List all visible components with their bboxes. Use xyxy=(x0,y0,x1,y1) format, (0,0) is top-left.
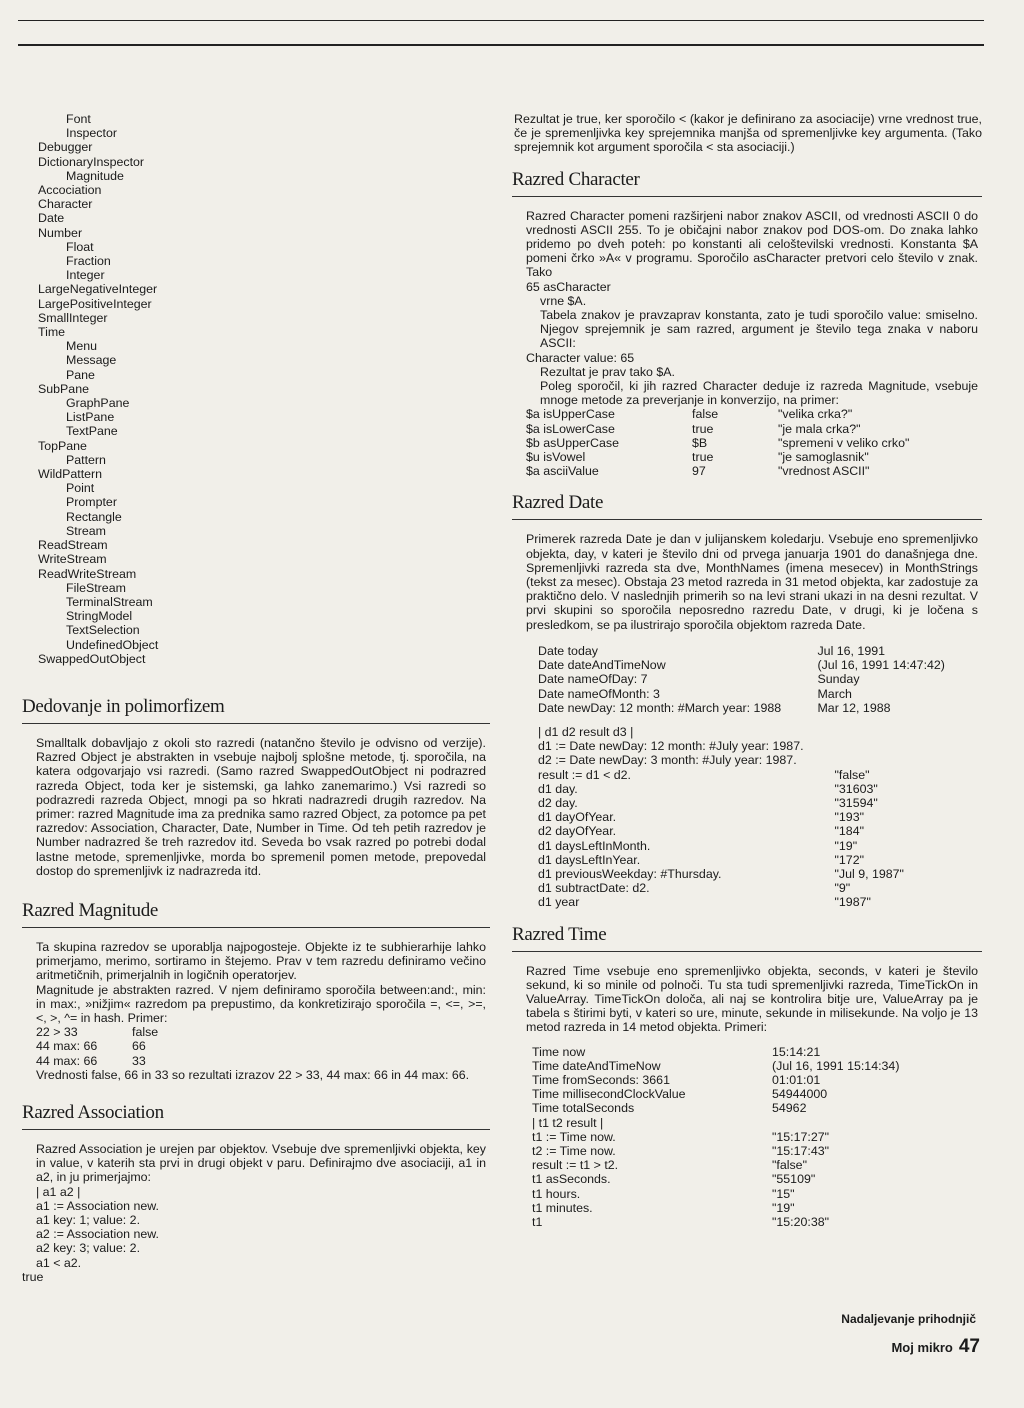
code-line: true xyxy=(22,1269,44,1284)
cell: true xyxy=(692,450,714,465)
cell: "vrednost ASCII" xyxy=(778,464,870,479)
tree-item: ListPane xyxy=(66,410,115,425)
tree-item: ReadWriteStream xyxy=(38,566,137,581)
cell: "31603" xyxy=(834,781,878,796)
association-body: Razred Association je urejen par objektov. Vsebuje dve spremenljivki objekta, key in value, v katerih sta prvi in drugi objekt v paru. Definirajmo dve asociaciji, a1 in a2, in ju primerjajmo: xyxy=(36,1141,486,1185)
tree-item: Prompter xyxy=(66,495,117,510)
magnitude-p2: Magnitude je abstrakten razred. V njem definiramo sporočila between:and:, min: in max:, »nižjim« razredom pa prepustimo, da konkretizirajo sporočila =, <=, >=, <, >, ^= in hash. Primer: xyxy=(36,982,486,1025)
cell: 66 xyxy=(132,1039,146,1054)
cell: "15:20:38" xyxy=(772,1215,830,1229)
cell: Mar 12, 1988 xyxy=(817,700,891,715)
tree-item: LargeNegativeInteger xyxy=(38,282,158,297)
table-row xyxy=(532,1101,978,1115)
character-p2: Tabela znakov je pravzaprav konstanta, zato je tudi sporočilo value: smiselno. Njegov sprejemnik je sam razred, argument je število tega znaka v naboru ASCII: xyxy=(540,308,978,351)
table-row xyxy=(538,824,978,838)
tree-item: SubPane xyxy=(38,381,89,396)
cell: false xyxy=(132,1025,159,1040)
tree-item: TerminalStream xyxy=(66,594,153,609)
cell: t2 := Time now. xyxy=(532,1143,616,1158)
cell: "false" xyxy=(834,767,870,782)
tree-item: Pattern xyxy=(66,452,106,467)
table-row xyxy=(538,782,978,796)
top-rule-thick xyxy=(18,44,984,46)
table-row xyxy=(532,1187,978,1201)
left-column xyxy=(22,112,490,1284)
tree-item: Stream xyxy=(66,523,106,538)
cell: Date nameOfMonth: 3 xyxy=(538,686,660,701)
tree-item: WriteStream xyxy=(38,552,107,567)
table-row xyxy=(532,1215,978,1229)
cell: "velika crka?" xyxy=(778,407,853,422)
table-row xyxy=(538,853,978,867)
cell: "184" xyxy=(834,824,864,839)
tree-item: SmallInteger xyxy=(38,310,108,325)
code-line: d2 := Date newDay: 3 month: #July year: 1987. xyxy=(538,753,797,768)
cell: result := d1 < d2. xyxy=(538,767,631,782)
cell: "Jul 9, 1987" xyxy=(834,866,904,881)
character-p3: Rezultat je prav tako $A. xyxy=(540,364,675,379)
tree-item: ReadStream xyxy=(38,538,108,553)
cell: "19" xyxy=(772,1200,795,1215)
cell: t1 hours. xyxy=(532,1186,581,1201)
cell: "19" xyxy=(834,838,858,853)
cell: "15:17:27" xyxy=(772,1129,830,1144)
tree-item: Character xyxy=(38,197,93,212)
tree-item: Number xyxy=(38,225,83,240)
class-hierarchy xyxy=(22,112,490,666)
cell: Time fromSeconds: 3661 xyxy=(532,1072,670,1087)
heading-character: Razred Character xyxy=(512,169,982,197)
code-line: a2 := Association new. xyxy=(36,1227,159,1242)
cell: d1 subtractDate: d2. xyxy=(538,881,650,896)
cell: "je samoglasnik" xyxy=(778,450,869,465)
tree-item: Integer xyxy=(66,268,105,283)
cell: $u isVowel xyxy=(526,450,586,465)
table-row xyxy=(532,1059,978,1073)
table-row xyxy=(36,1054,486,1068)
association-code xyxy=(22,1184,486,1284)
cell: t1 minutes. xyxy=(532,1200,593,1215)
cell: d1 daysLeftInYear. xyxy=(538,852,641,867)
table-row xyxy=(538,644,978,658)
table-row xyxy=(526,450,978,464)
cell: t1 asSeconds. xyxy=(532,1172,611,1187)
cell: "15" xyxy=(772,1186,795,1201)
tree-item: Menu xyxy=(66,339,97,354)
time-body: Razred Time vsebuje eno spremenljivko objekta, seconds, v kateri je število sekund, ki so minile od polnoči. Tu sta tudi spremenljivki razreda, TimeTickOn in ValueArray. TimeTickOn določa, ali naj se kontrolira bitje ure, ValueArray pa je tabela s štirimi byti, v kateri so ure, minute, sekunde in milisekunde. Na voljo je 13 metod razreda in 14 metod objekta. Primeri: xyxy=(526,963,978,1035)
code-line: | a1 a2 | xyxy=(36,1184,81,1199)
tree-item: Point xyxy=(66,481,95,496)
cell: Date dateAndTimeNow xyxy=(538,658,666,673)
character-code-2: vrne $A. xyxy=(540,293,587,308)
table-row xyxy=(538,701,978,715)
cell: $a isUpperCase xyxy=(526,407,615,422)
tree-item: Font xyxy=(66,112,91,126)
character-code-3: Character value: 65 xyxy=(526,350,635,365)
cell: d1 daysLeftInMonth. xyxy=(538,838,651,853)
cell: "9" xyxy=(834,881,851,896)
table-row xyxy=(538,895,978,909)
table-row xyxy=(538,881,978,895)
top-rule xyxy=(18,20,984,21)
cell: true xyxy=(692,421,714,436)
cell: result := t1 > t2. xyxy=(532,1158,619,1173)
table-row xyxy=(538,768,978,782)
magazine-name: Moj mikro xyxy=(891,1340,953,1355)
cell: d1 dayOfYear. xyxy=(538,810,617,825)
cell: Date today xyxy=(538,643,598,658)
time-examples xyxy=(526,1045,978,1230)
table-row xyxy=(36,1039,486,1053)
tree-item: Magnitude xyxy=(66,168,124,183)
tree-item: TopPane xyxy=(38,438,87,453)
cell: "je mala crka?" xyxy=(778,421,861,436)
page-number: 47 xyxy=(958,1336,980,1357)
cell: 44 max: 66 xyxy=(36,1053,98,1068)
table-row xyxy=(532,1144,978,1158)
tree-item: Accociation xyxy=(38,183,102,198)
tree-item: Message xyxy=(66,353,117,368)
cell: d2 day. xyxy=(538,795,578,810)
table-row xyxy=(526,422,978,436)
cell: "spremeni v veliko crko" xyxy=(778,435,910,450)
continued-note: Nadaljevanje prihodnjič xyxy=(841,1312,976,1326)
cell: Time now xyxy=(532,1044,586,1059)
character-code-1: 65 asCharacter xyxy=(526,279,611,294)
table-row xyxy=(538,687,978,701)
cell: Time totalSeconds xyxy=(532,1101,635,1116)
cell: 01:01:01 xyxy=(772,1072,821,1087)
tree-item: LargePositiveInteger xyxy=(38,296,152,311)
table-row xyxy=(538,810,978,824)
table-row xyxy=(36,1025,486,1039)
tree-item: FileStream xyxy=(66,580,126,595)
cell: d1 previousWeekday: #Thursday. xyxy=(538,866,722,881)
table-row xyxy=(532,1045,978,1059)
cell: "55109" xyxy=(772,1172,816,1187)
cell: d1 day. xyxy=(538,781,578,796)
cell: Date newDay: 12 month: #March year: 1988 xyxy=(538,700,782,715)
code-line: d1 := Date newDay: 12 month: #July year: 1987. xyxy=(538,739,804,754)
tree-item: Fraction xyxy=(66,254,111,269)
code-line: a2 key: 3; value: 2. xyxy=(36,1241,141,1256)
cell: d1 year xyxy=(538,895,580,910)
table-row xyxy=(538,672,978,686)
page-footer xyxy=(891,1336,980,1358)
table-row xyxy=(526,436,978,450)
cell: $b asUpperCase xyxy=(526,435,619,450)
date-body: Primerek razreda Date je dan v julijanskem koledarju. Vsebuje eno spremenljivko objekta, day, v kateri je število dni od prvega januarja 1901 do današnjega dne. Spremenljivki razreda sta dve, MonthNames (imena mesecev) in MonthStrings (tekst za mesec). Obstaja 23 metod razreda in 31 metod objekta, kar zadostuje za praktično delo. V naslednjih primerih so na levi strani ukazi in na desni rezultat. V prvi skupini so sporočila neposredno razredu Date, v drugi, ki je ločena s presledkom, se pa ilustrirajo sporočila objektom razreda Date. xyxy=(526,532,978,632)
tree-item: Rectangle xyxy=(66,509,122,524)
table-row xyxy=(532,1172,978,1186)
cell: d2 dayOfYear. xyxy=(538,824,617,839)
tree-item: Float xyxy=(66,239,94,254)
cell: 54962 xyxy=(772,1101,807,1116)
cell: Time millisecondClockValue xyxy=(532,1087,686,1102)
cell: 54944000 xyxy=(772,1087,828,1102)
cell: $B xyxy=(692,435,708,450)
tree-item: WildPattern xyxy=(38,467,103,482)
character-p4: Poleg sporočil, ki jih razred Character deduje iz razreda Magnitude, vsebuje mnoge metode za preverjanje in konverzijo, na primer: xyxy=(540,379,978,408)
cell: (Jul 16, 1991 15:14:34) xyxy=(772,1058,900,1073)
cell: "15:17:43" xyxy=(772,1143,830,1158)
date-object-examples xyxy=(526,725,978,910)
tree-item: TextSelection xyxy=(66,623,140,638)
cell: "193" xyxy=(834,810,864,825)
table-row xyxy=(538,658,978,672)
tree-item: Debugger xyxy=(38,140,93,155)
table-row xyxy=(532,1073,978,1087)
cell: $a asciiValue xyxy=(526,464,599,479)
magnitude-examples xyxy=(36,1025,486,1068)
heading-date: Razred Date xyxy=(512,492,982,520)
heading-time: Razred Time xyxy=(512,924,982,952)
table-row xyxy=(532,1116,978,1130)
right-column xyxy=(512,112,982,1229)
cell: Time dateAndTimeNow xyxy=(532,1058,661,1073)
intro-paragraph: Rezultat je true, ker sporočilo < (kakor je definirano za asociacije) vrne vrednost true, če je spremenljivka key sprejemnika manjša od spremenljivke key argumenta. (Tako sprejemnik kot argument sporočila < sta asociaciji.) xyxy=(514,112,982,155)
tree-item: Time xyxy=(38,325,66,340)
tree-item: Date xyxy=(38,211,65,226)
character-examples xyxy=(526,407,978,478)
dedovanje-body: Smalltalk dobavljajo z okoli sto razredi (natančno število je odvisno od verzije). Razred Object je abstrakten in vsebuje najbolj splošne metode, tj. sporočila, na katera odgovarjajo vsi razredi. (Samo razred SwappedOutObject ni podrazred razreda Object, toda ker je sistemski, ga lahko zanemarimo.) Vsi razredi so podrazredi razreda Object, mnogi pa so hkrati nadrazredi drugih razredov. Na primer: razred Magnitude ima za prednika samo razred Object, za potomce pa pet razredov: Association, Character, Date, Number in Time. Od teh petih razredov je Number nadrazred še treh razredov itd. Seveda bo vsak razred po potrebi dodal lastne metode, spremenljivke, morda bo spremenil pomen metode, prepovedal dostop do spremenljivk iz nadrazreda itd. xyxy=(36,735,486,878)
tree-item: DictionaryInspector xyxy=(38,154,145,169)
magnitude-p3: Vrednosti false, 66 in 33 so rezultati izrazov 22 > 33, 44 max: 66 in 44 max: 66. xyxy=(36,1067,470,1082)
date-class-examples xyxy=(526,644,978,715)
heading-magnitude: Razred Magnitude xyxy=(22,900,490,928)
tree-item: UndefinedObject xyxy=(66,637,159,652)
cell: (Jul 16, 1991 14:47:42) xyxy=(817,658,945,673)
table-row xyxy=(538,796,978,810)
table-row xyxy=(538,867,978,881)
table-row xyxy=(532,1158,978,1172)
cell: Date nameOfDay: 7 xyxy=(538,672,648,687)
cell: t1 := Time now. xyxy=(532,1129,616,1144)
code-line: a1 key: 1; value: 2. xyxy=(36,1213,141,1227)
table-row xyxy=(526,464,978,478)
cell: Sunday xyxy=(817,672,860,687)
cell: 15:14:21 xyxy=(772,1044,821,1059)
tree-item: StringModel xyxy=(66,609,133,624)
code-line: a1 < a2. xyxy=(36,1255,82,1270)
table-row xyxy=(532,1087,978,1101)
cell: $a isLowerCase xyxy=(526,421,615,436)
table-row xyxy=(532,1130,978,1144)
table-row xyxy=(532,1201,978,1215)
cell: false xyxy=(692,407,719,422)
cell: 22 > 33 xyxy=(36,1025,78,1040)
cell: | t1 t2 result | xyxy=(532,1115,604,1130)
cell: "31594" xyxy=(834,795,878,810)
tree-item: GraphPane xyxy=(66,396,130,411)
cell: "1987" xyxy=(834,895,871,910)
cell: 33 xyxy=(132,1053,146,1068)
cell: t1 xyxy=(532,1215,543,1229)
cell: 44 max: 66 xyxy=(36,1039,98,1054)
cell: March xyxy=(817,686,852,701)
tree-item: SwappedOutObject xyxy=(38,651,146,666)
magnitude-p1: Ta skupina razredov se uporablja najpogosteje. Objekte iz te subhierarhije lahko primerjamo, merimo, sortiramo in štejemo. Prav v tem razredu definiramo večino aritmetičnih, primerjalnih in logičnih operatorjev. xyxy=(36,939,486,983)
cell: "false" xyxy=(772,1158,807,1173)
tree-item: Pane xyxy=(66,367,95,382)
table-row xyxy=(538,839,978,853)
character-p1: Razred Character pomeni razširjeni nabor znakov ASCII, od vrednosti ASCII 0 do vrednosti ASCII 255. To je običajni nabor znakov pod DOS-om. Do znaka lahko pridemo po dveh poteh: po konstanti ali celoštevilski vrednosti. Konstanta $A pomeni črko »A« v programu. Sporočilo asCharacter pretvori celo število v znak. Tako xyxy=(526,208,978,280)
cell: 97 xyxy=(692,464,706,479)
table-row xyxy=(526,407,978,421)
heading-dedovanje: Dedovanje in polimorfizem xyxy=(22,696,490,724)
tree-item: TextPane xyxy=(66,424,118,439)
cell: Jul 16, 1991 xyxy=(817,643,885,658)
heading-association: Razred Association xyxy=(22,1102,490,1130)
cell xyxy=(772,1116,972,1130)
cell: "172" xyxy=(834,852,864,867)
code-line: a1 := Association new. xyxy=(36,1198,159,1213)
tree-item: Inspector xyxy=(66,126,117,141)
code-line: | d1 d2 result d3 | xyxy=(538,724,634,739)
